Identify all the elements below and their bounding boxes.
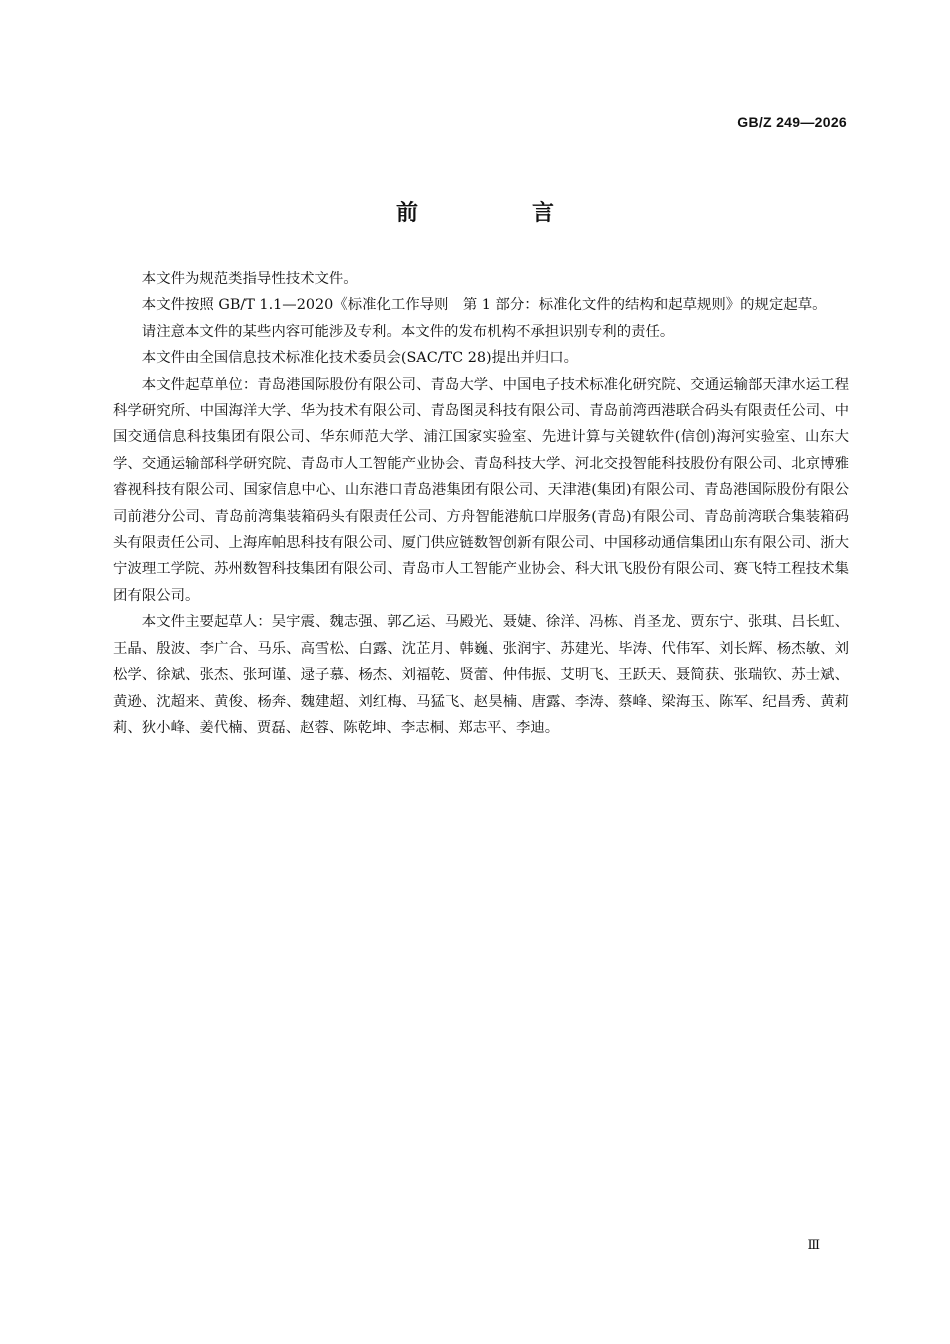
document-body [113, 266, 849, 741]
paragraph-drafting-rules: 本文件按照 GB/T 1.1—2020《标准化工作导则 第 1 部分：标准化文件的结构和起草规则》的规定起草。 [141, 297, 827, 314]
page-title: 前 言 [395, 201, 600, 226]
paragraph-document-type: 本文件为规范类指导性技术文件。 [141, 271, 358, 287]
page-number: Ⅲ [807, 1238, 819, 1253]
paragraph-main-drafters: 本文件主要起草人：吴宇震、魏志强、郭乙运、马殿光、聂婕、徐洋、冯栋、肖圣龙、贾东宁、张琪、吕长虹、王晶、殷波、李广合、马乐、高雪松、白露、沈芷月、韩巍、张润宇、苏建光、毕涛、代伟军、刘长辉、杨杰敏、刘松学、徐斌、张杰、张珂谨、逯子慕、杨杰、刘福乾、贤蕾、仲伟振、艾明飞、王跃天、聂简获、张瑞钦、苏士斌、黄逊、沈超来、黄俊、杨奔、魏建超、刘红梅、马猛飞、赵昊楠、唐露、李涛、蔡峰、梁海玉、陈军、纪昌秀、黄莉莉、狄小峰、姜代楠、贾磊、赵蓉、陈乾坤、李志桐、郑志平、李迪。 [113, 614, 849, 736]
paragraph-proposer: 本文件由全国信息技术标准化技术委员会(SAC/TC 28)提出并归口。 [141, 350, 579, 367]
paragraph-drafting-units: 本文件起草单位：青岛港国际股份有限公司、青岛大学、中国电子技术标准化研究院、交通运输部天津水运工程科学研究所、中国海洋大学、华为技术有限公司、青岛图灵科技有限公司、青岛前湾西港联合码头有限责任公司、中国交通信息科技集团有限公司、华东师范大学、浦江国家实验室、先进计算与关键软件(信创)海河实验室、山东大学、交通运输部科学研究院、青岛市人工智能产业协会、青岛科技大学、河北交投智能科技股份有限公司、北京博雅睿视科技有限公司、国家信息中心、山东港口青岛港集团有限公司、天津港(集团)有限公司、青岛港国际股份有限公司前港分公司、青岛前湾集装箱码头有限责任公司、方舟智能港航口岸服务(青岛)有限公司、青岛前湾联合集装箱码头有限责任公司、上海库帕思科技有限公司、厦门供应链数智创新有限公司、中国移动通信集团山东有限公司、浙大宁波理工学院、苏州数智科技集团有限公司、青岛市人工智能产业协会、科大讯飞股份有限公司、赛飞特工程技术集团有限公司。 [113, 376, 849, 604]
paragraph-patent-notice: 请注意本文件的某些内容可能涉及专利。本文件的发布机构不承担识别专利的责任。 [141, 323, 675, 340]
standard-code: GB/Z 249—2026 [737, 114, 847, 130]
